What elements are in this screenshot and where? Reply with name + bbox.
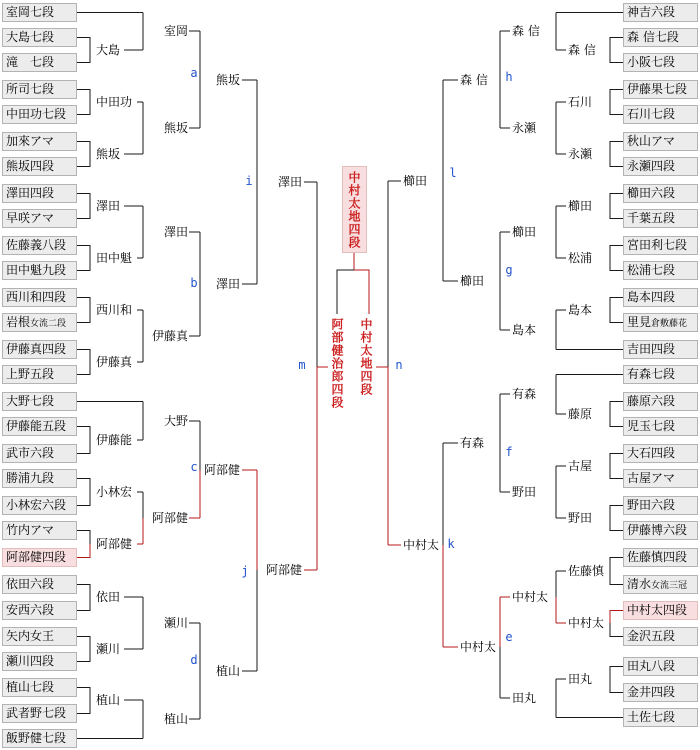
player-box-left: 飯野健七段 (2, 729, 77, 748)
bracket-line (610, 142, 623, 167)
bracket-line (77, 427, 90, 454)
bracket-line (77, 142, 90, 167)
champion-label: 中村太地四段 (342, 166, 367, 253)
bracket-line (77, 531, 90, 545)
winner-label-right: 中村太 (460, 640, 497, 654)
player-box-left: 室岡七段 (2, 3, 77, 22)
player-box-right: 神吉六段 (623, 3, 698, 22)
bracket-line (77, 90, 90, 115)
bracket-line (610, 506, 623, 531)
winner-label-right: 櫛田 (460, 274, 485, 288)
winner-label-right: 中村太 (568, 616, 605, 630)
player-box-left: 滝 七段 (2, 53, 77, 72)
player-box-right: 秋山アマ (623, 132, 698, 151)
game-letter-a: a (190, 66, 198, 80)
game-letter-i: i (245, 174, 253, 188)
winner-label-left: 伊藤真 (151, 329, 188, 343)
winner-label-left: 阿部健 (203, 463, 240, 477)
winner-label-right: 佐藤慎 (568, 564, 605, 578)
player-box-right: 石川七段 (623, 105, 698, 124)
winner-label-right: 島本 (512, 323, 537, 337)
winner-label-left: 澤田 (277, 175, 302, 189)
player-box-right: 土佐七段 (623, 708, 698, 727)
winner-label-right: 野田 (568, 511, 593, 525)
player-box-left: 田中魁九段 (2, 261, 77, 280)
winner-label-left: 室岡 (163, 24, 188, 38)
winner-label-right: 櫛田 (568, 199, 593, 213)
player-box-left: 安西六段 (2, 601, 77, 620)
bracket-line (610, 558, 623, 585)
player-box-right: 宮田利七段 (623, 236, 698, 255)
game-letter-m: m (298, 358, 306, 372)
game-letter-g: g (505, 263, 513, 277)
winner-label-left: 大野 (163, 414, 188, 428)
bracket-line (610, 246, 623, 271)
player-box-left: 武市六段 (2, 444, 77, 463)
player-box-left: 勝浦九段 (2, 469, 77, 488)
bracket-line (77, 194, 90, 219)
player-box-right: 森 信七段 (623, 28, 698, 47)
player-box-left: 中田功七段 (2, 105, 77, 124)
winner-label-left: 大島 (96, 43, 121, 57)
player-box-right: 伊藤果七段 (623, 80, 698, 99)
winner-label-left: 瀬川 (96, 642, 121, 656)
player-box-left: 所司七段 (2, 80, 77, 99)
winner-label-right: 藤原 (568, 407, 593, 421)
player-box-left: 武者野七段 (2, 704, 77, 723)
winner-label-right: 中村太 (512, 590, 549, 604)
winner-label-left: 澤田 (96, 199, 121, 213)
game-letter-d: d (190, 653, 198, 667)
finalist-left-label: 阿部健治郎四段 (330, 318, 344, 409)
winner-label-right: 中村太 (403, 538, 440, 552)
player-box-left: 岩根女流二段 (2, 313, 77, 332)
winner-label-right: 石川 (568, 95, 593, 109)
game-letter-j: j (241, 564, 249, 578)
player-box-right: 松浦七段 (623, 261, 698, 280)
winner-label-left: 植山 (215, 664, 240, 678)
winner-label-right: 有森 (512, 387, 537, 401)
bracket-line-red (77, 544, 90, 558)
bracket-line (610, 667, 623, 693)
winner-label-left: 熊坂 (96, 147, 121, 161)
bracket-line-red (354, 270, 369, 314)
winner-label-right: 古屋 (568, 459, 593, 473)
winner-label-right: 野田 (512, 485, 537, 499)
game-letter-b: b (190, 276, 198, 290)
player-box-right: 古屋アマ (623, 469, 698, 488)
player-box-left: 大野七段 (2, 392, 77, 411)
winner-label-left: 伊藤能 (96, 433, 133, 447)
bracket-line (77, 479, 90, 506)
player-box-left: 伊藤能五段 (2, 417, 77, 436)
game-letter-c: c (190, 460, 198, 474)
bracket-line (77, 688, 90, 714)
player-box-right: 金沢五段 (623, 627, 698, 646)
bracket-line (610, 90, 623, 115)
player-box-left: 熊坂四段 (2, 157, 77, 176)
bracket-line (77, 246, 90, 271)
game-letter-l: l (449, 166, 457, 180)
bracket-line (610, 194, 623, 219)
winner-label-right: 永瀬 (568, 147, 593, 161)
player-box-left: 瀬川四段 (2, 652, 77, 671)
player-box-left: 佐藤義八段 (2, 236, 77, 255)
player-box-left: 早咲アマ (2, 209, 77, 228)
bracket-line (77, 298, 90, 323)
bracket-line (77, 38, 90, 63)
player-box-right: 金井四段 (623, 683, 698, 702)
player-box-right: 藤原六段 (623, 392, 698, 411)
player-box-left: 矢内女王 (2, 627, 77, 646)
player-box-right: 吉田四段 (623, 340, 698, 359)
player-box-left: 竹内アマ (2, 521, 77, 540)
player-box-right: 里見倉敷藤花 (623, 313, 698, 332)
game-letter-h: h (505, 70, 513, 84)
winner-label-right: 有森 (460, 436, 485, 450)
bracket-line (77, 350, 90, 375)
finalist-right-label: 中村太地四段 (359, 318, 373, 396)
bracket-line (337, 270, 354, 314)
player-box-right: 千葉五段 (623, 209, 698, 228)
player-box-right: 児玉七段 (623, 417, 698, 436)
winner-label-left: 阿部健 (265, 563, 302, 577)
winner-label-left: 中田功 (96, 95, 133, 109)
winner-label-left: 阿部健 (151, 511, 188, 525)
winner-label-left: 植山 (163, 712, 188, 726)
winner-label-right: 森 信 (568, 43, 596, 57)
bracket-line (610, 402, 623, 427)
winner-label-left: 田中魁 (96, 251, 133, 265)
player-box-right: 島本四段 (623, 288, 698, 307)
winner-label-right: 森 信 (512, 24, 540, 38)
bracket-line (77, 585, 90, 611)
player-box-left: 依田六段 (2, 575, 77, 594)
player-box-right: 佐藤慎四段 (623, 548, 698, 567)
winner-label-right: 櫛田 (403, 174, 428, 188)
winner-label-right: 田丸 (568, 672, 593, 686)
player-box-left: 西川和四段 (2, 288, 77, 307)
winner-label-left: 依田 (96, 590, 121, 604)
winner-label-left: 伊藤真 (96, 355, 133, 369)
player-box-left: 伊藤真四段 (2, 340, 77, 359)
player-box-right: 有森七段 (623, 365, 698, 384)
winner-label-left: 瀬川 (163, 616, 188, 630)
player-box-left: 小林宏六段 (2, 496, 77, 515)
winner-label-left: 小林宏 (96, 485, 133, 499)
bracket-line-red (610, 611, 623, 624)
winner-label-right: 松浦 (568, 251, 593, 265)
bracket-line (77, 637, 90, 662)
player-box-left: 大島七段 (2, 28, 77, 47)
player-box-right: 小阪七段 (623, 53, 698, 72)
bracket-line (610, 623, 623, 637)
player-box-right: 大石四段 (623, 444, 698, 463)
winner-label-right: 永瀬 (512, 121, 537, 135)
winner-label-left: 西川和 (96, 303, 133, 317)
winner-label-right: 田丸 (512, 691, 537, 705)
player-box-right: 野田六段 (623, 496, 698, 515)
winner-label-left: 澤田 (163, 225, 188, 239)
game-letter-n: n (395, 358, 403, 372)
player-box-left: 加來アマ (2, 132, 77, 151)
game-letter-k: k (447, 537, 455, 551)
player-box-right: 伊藤博六段 (623, 521, 698, 540)
winner-label-left: 阿部健 (96, 537, 133, 551)
winner-label-left: 熊坂 (163, 121, 188, 135)
bracket-line (610, 38, 623, 63)
game-letter-f: f (505, 445, 513, 459)
game-letter-e: e (505, 630, 513, 644)
player-box-right: 櫛田六段 (623, 184, 698, 203)
bracket-line (610, 454, 623, 479)
player-box-right-highlighted: 中村太四段 (623, 601, 698, 620)
winner-label-right: 森 信 (460, 73, 488, 87)
player-box-left-highlighted: 阿部健四段 (2, 548, 77, 567)
player-box-right: 清水女流三冠 (623, 575, 698, 594)
player-box-left: 澤田四段 (2, 184, 77, 203)
winner-label-right: 櫛田 (512, 225, 537, 239)
winner-label-left: 植山 (96, 693, 121, 707)
bracket-line (610, 298, 623, 323)
winner-label-left: 熊坂 (215, 73, 240, 87)
player-box-right: 永瀬四段 (623, 157, 698, 176)
player-box-left: 植山七段 (2, 678, 77, 697)
winner-label-right: 島本 (568, 303, 593, 317)
player-box-right: 田丸八段 (623, 657, 698, 676)
winner-label-left: 澤田 (215, 277, 240, 291)
player-box-left: 上野五段 (2, 365, 77, 384)
